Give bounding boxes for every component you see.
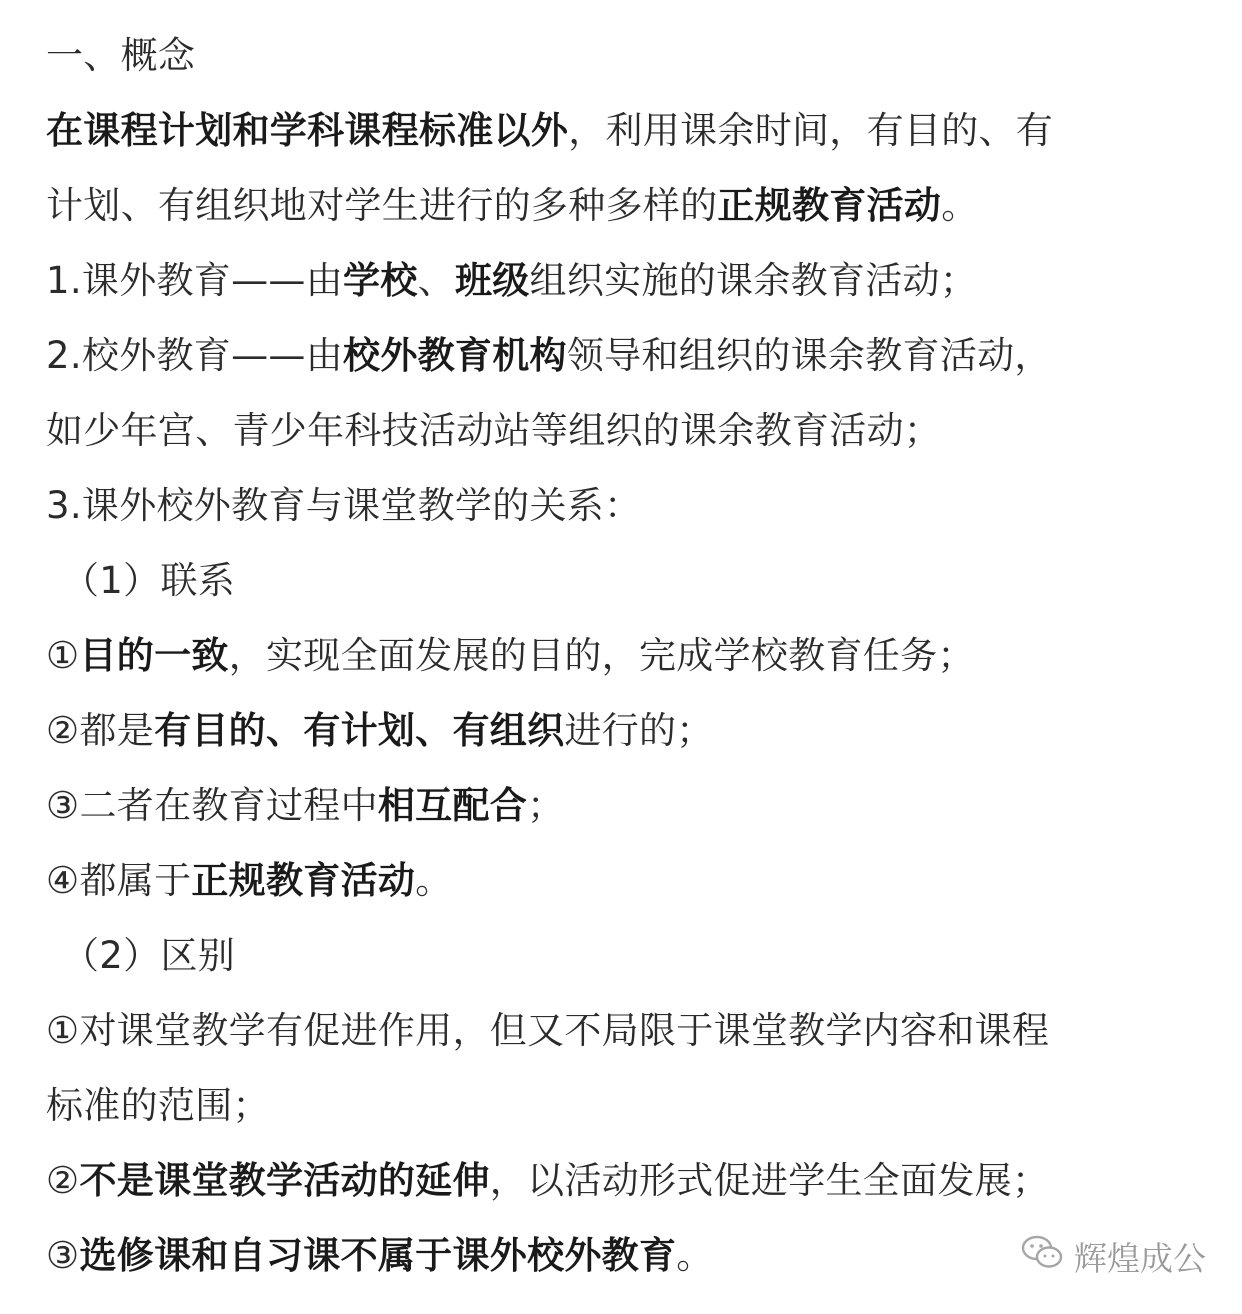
text-span: 进行的； xyxy=(564,709,714,752)
text-span: 组织实施的课余教育活动； xyxy=(529,259,978,302)
bold-text: 正规教育活动 xyxy=(717,184,942,227)
text-line xyxy=(46,993,1206,1068)
text-span: ② xyxy=(46,1159,80,1202)
text-span: ① xyxy=(46,634,80,677)
text-line xyxy=(46,543,1206,618)
text-line xyxy=(46,693,1206,768)
text-line xyxy=(46,768,1206,843)
bold-text: 班级 xyxy=(454,259,530,302)
text-span: ③二者在教育过程中 xyxy=(46,784,378,827)
text-span: 2.校外教育——由 xyxy=(46,334,344,377)
text-span: 3.课外校外教育与课堂教学的关系： xyxy=(46,484,642,527)
text-span: 计划、有组织地对学生进行的多种多样的 xyxy=(46,184,718,227)
text-line xyxy=(46,1068,1206,1143)
bold-text: 学校 xyxy=(343,259,418,302)
text-span: 。 xyxy=(941,184,979,227)
text-span: 。 xyxy=(415,859,453,902)
bold-text: 有目的、有计划、有组织 xyxy=(154,709,565,752)
text-span: ，以活动形式促进学生全面发展； xyxy=(489,1159,1050,1202)
text-span: ④都属于 xyxy=(46,859,192,902)
text-span: 、 xyxy=(417,259,455,302)
text-span: ③ xyxy=(46,1234,80,1277)
document-body xyxy=(46,18,1206,1293)
wechat-icon xyxy=(1020,1232,1064,1280)
text-span: ②都是 xyxy=(46,709,155,752)
bold-text: 正规教育活动 xyxy=(191,859,416,902)
text-line xyxy=(46,168,1206,243)
text-span: （1）联系 xyxy=(62,559,236,602)
text-span: 1.课外教育——由 xyxy=(46,259,344,302)
text-line xyxy=(46,468,1206,543)
text-line xyxy=(46,318,1206,393)
text-span: 如少年宫、青少年科技活动站等组织的课余教育活动； xyxy=(46,409,942,452)
bold-text: 选修课和自习课不属于课外校外教育 xyxy=(79,1234,677,1277)
bold-text: 目的一致 xyxy=(79,634,229,677)
bold-text: 在课程计划和学科课程标准以外 xyxy=(46,109,569,152)
bold-text: 校外教育机构 xyxy=(343,334,567,377)
text-line xyxy=(46,918,1206,993)
text-span: ，实现全面发展的目的，完成学校教育任务； xyxy=(228,634,975,677)
text-span: 领导和组织的课余教育活动， xyxy=(566,334,1052,377)
bold-text: 不是课堂教学活动的延伸 xyxy=(79,1159,490,1202)
text-line xyxy=(46,1143,1206,1218)
text-span: ，利用课余时间，有目的、有 xyxy=(568,109,1054,152)
text-line xyxy=(46,618,1206,693)
text-line xyxy=(46,18,1206,93)
text-line xyxy=(46,93,1206,168)
watermark-text: 辉煌成公 xyxy=(1074,1238,1206,1278)
text-span: ； xyxy=(527,784,565,827)
watermark xyxy=(1020,1226,1206,1286)
bold-text: 相互配合 xyxy=(377,784,528,827)
text-span: ①对课堂教学有促进作用，但又不局限于课堂教学内容和课程 xyxy=(46,1009,1050,1052)
text-span: （2）区别 xyxy=(62,934,236,977)
text-span: 标准的范围； xyxy=(46,1084,270,1127)
text-line xyxy=(46,243,1206,318)
text-line xyxy=(46,393,1206,468)
text-span: 。 xyxy=(676,1234,714,1277)
text-line xyxy=(46,843,1206,918)
text-span: 一、概念 xyxy=(46,34,196,77)
